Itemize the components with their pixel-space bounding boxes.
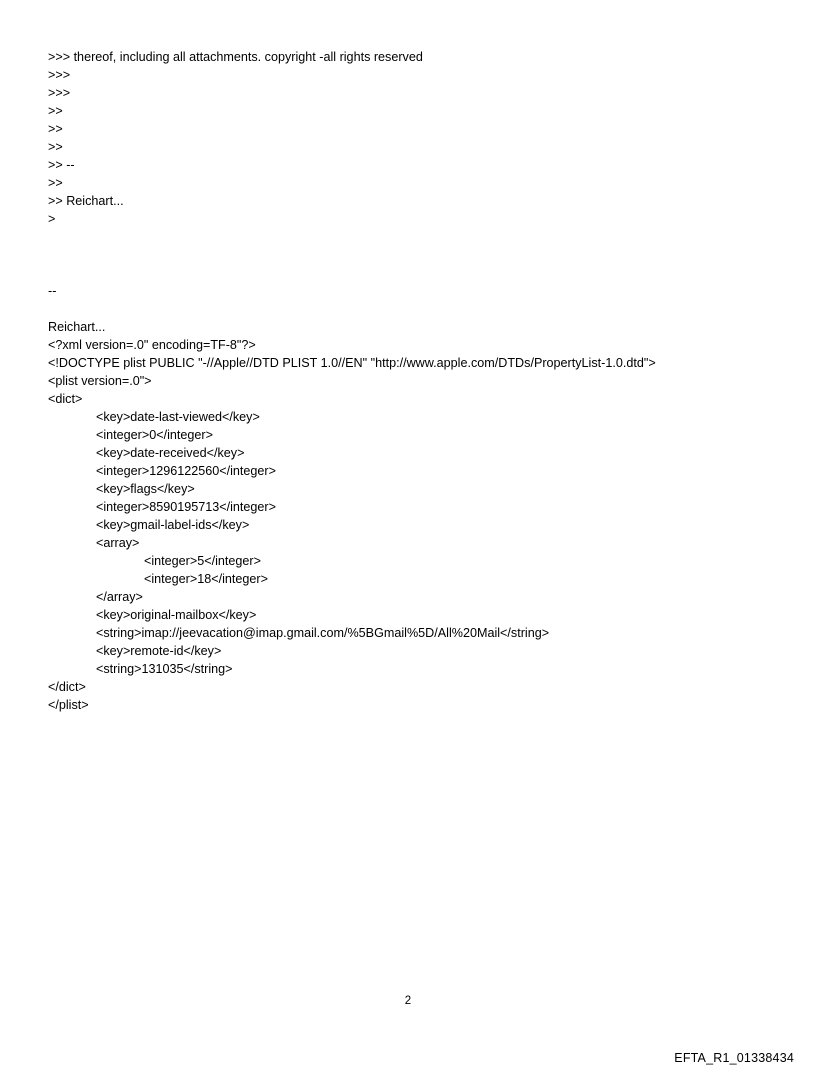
plist-line: <array>: [96, 536, 140, 550]
quoted-line: >> --: [48, 158, 75, 172]
plist-line: <?xml version=.0" encoding=TF-8"?>: [48, 338, 256, 352]
plist-line: <key>original-mailbox</key>: [96, 608, 257, 622]
plist-line: <integer>5</integer>: [144, 554, 261, 568]
quoted-line: >>: [48, 176, 63, 190]
quoted-line: >: [48, 212, 56, 226]
plist-line: <integer>1296122560</integer>: [96, 464, 276, 478]
blank-line: [48, 264, 788, 282]
plist-line: <key>date-received</key>: [96, 446, 245, 460]
plist-line: <!DOCTYPE plist PUBLIC "-//Apple//DTD PLIST 1.0//EN" "http://www.apple.com/DTDs/PropertyList-1.0.dtd">: [48, 356, 656, 370]
quoted-line: >>: [48, 140, 63, 154]
plist-line: <integer>0</integer>: [96, 428, 213, 442]
email-body: [48, 48, 788, 714]
signature: Reichart...: [48, 320, 106, 334]
plist-line: <key>remote-id</key>: [96, 644, 222, 658]
quoted-line: >>>: [48, 86, 71, 100]
quoted-line: >>>: [48, 68, 71, 82]
plist-line: <string>imap://jeevacation@imap.gmail.com/%5BGmail%5D/All%20Mail</string>: [96, 626, 550, 640]
blank-line: [48, 228, 788, 246]
quoted-line: >>: [48, 122, 63, 136]
plist-line: <key>flags</key>: [96, 482, 195, 496]
plist-line: <integer>8590195713</integer>: [96, 500, 276, 514]
quoted-line: >> Reichart...: [48, 194, 124, 208]
plist-line: </array>: [96, 590, 143, 604]
plist-line: </plist>: [48, 698, 89, 712]
plist-line: <dict>: [48, 392, 83, 406]
plist-line: <plist version=.0">: [48, 374, 152, 388]
plist-line: <key>date-last-viewed</key>: [96, 410, 260, 424]
plist-line: <key>gmail-label-ids</key>: [96, 518, 250, 532]
quoted-line: >>> thereof, including all attachments. copyright -all rights reserved: [48, 50, 423, 64]
plist-line: </dict>: [48, 680, 86, 694]
quoted-line: >>: [48, 104, 63, 118]
page-number: 2: [404, 995, 412, 1007]
blank-line: [48, 300, 788, 318]
blank-line: [48, 246, 788, 264]
plist-line: <string>131035</string>: [96, 662, 233, 676]
plist-line: <integer>18</integer>: [144, 572, 268, 586]
signature-separator: --: [48, 284, 57, 298]
bates-number: EFTA_R1_01338434: [674, 1051, 794, 1065]
